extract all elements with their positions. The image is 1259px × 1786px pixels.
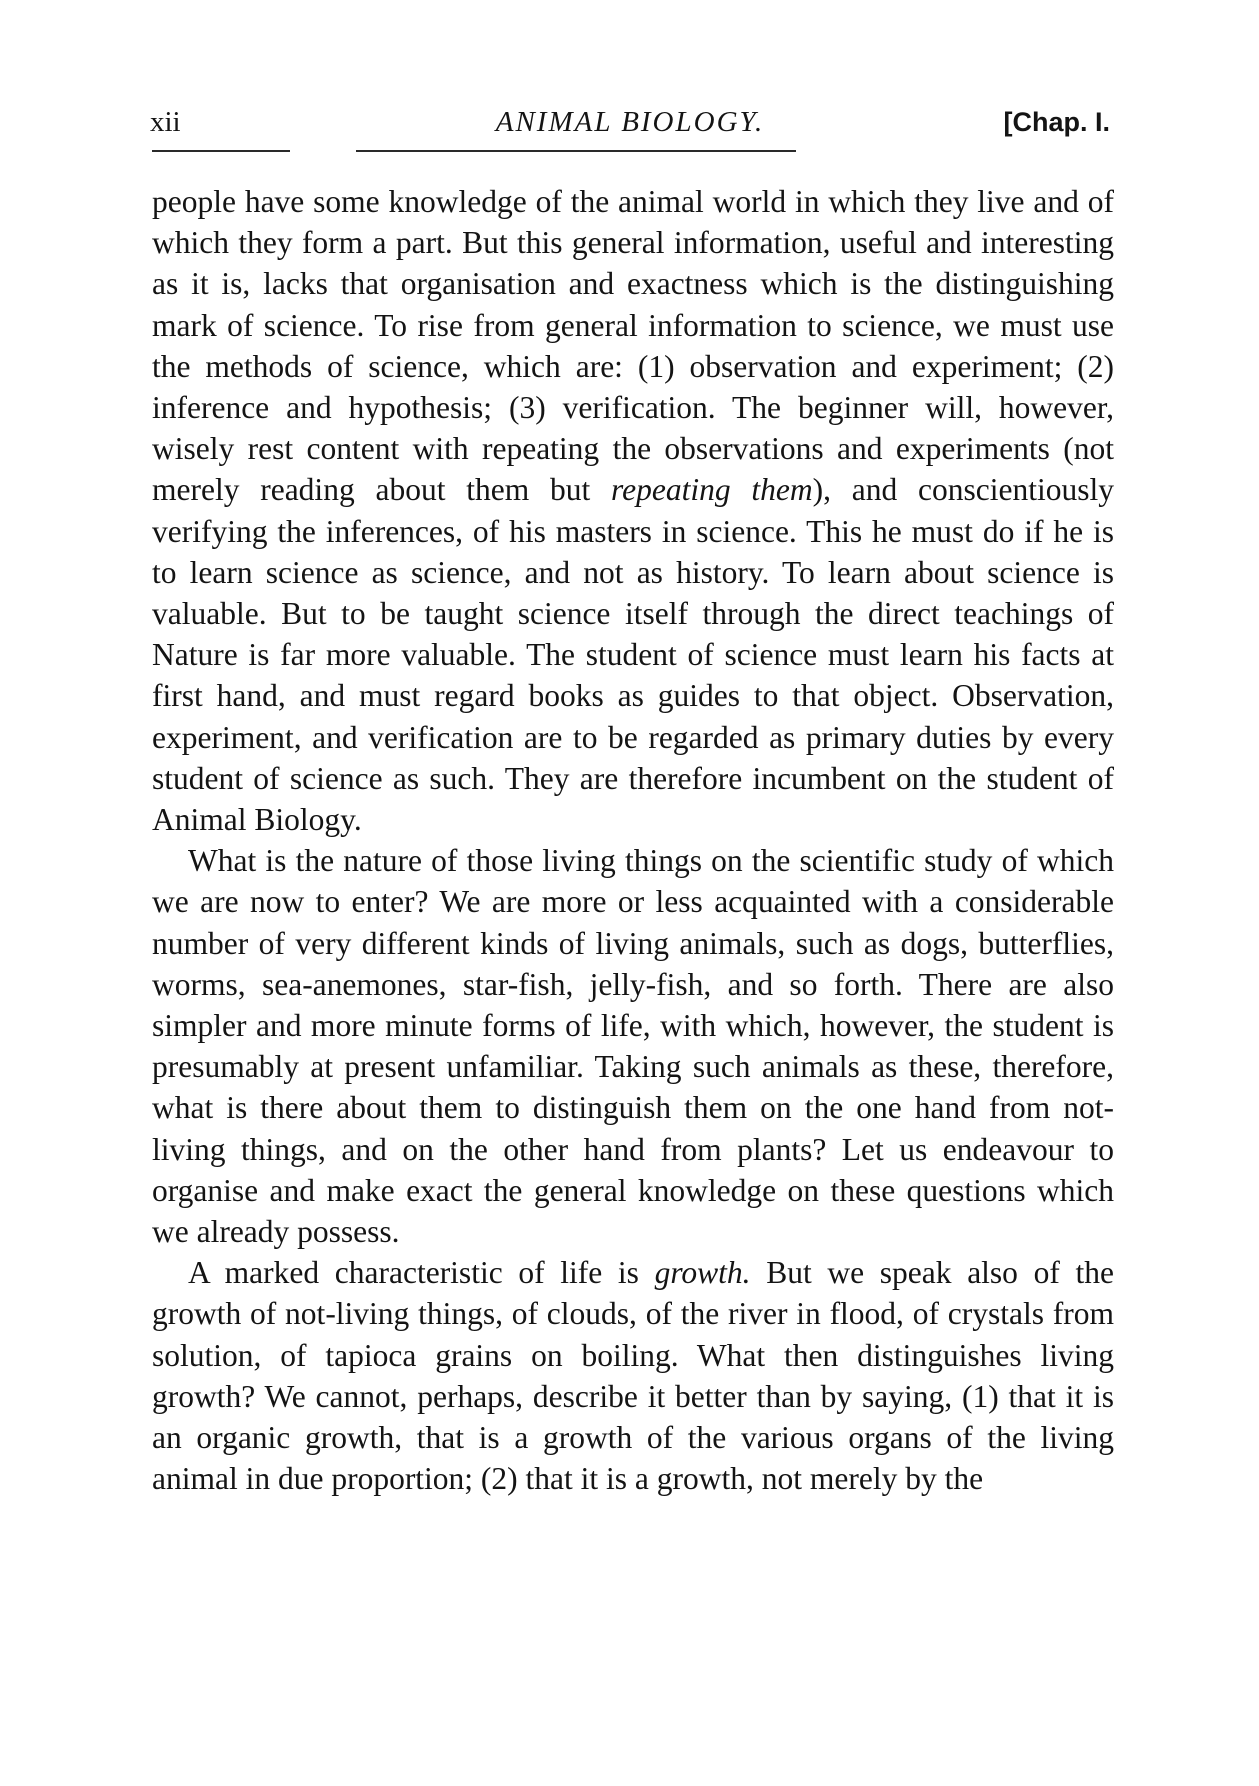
paragraph-3 — [152, 1252, 1114, 1499]
running-head — [150, 100, 1110, 144]
header-rule-right — [356, 150, 796, 152]
page-number: xii — [150, 106, 181, 138]
paragraph-3-text-a: A marked characteristic of life is — [188, 1255, 655, 1291]
paragraph-1-text-b: ), and conscientiously verifying the inferences, of his masters in science. This he must do if he is to learn science as science, and not as history. To learn about science is valuable. But to be taught science itself through the direct teachings of Nature is far more valuable. The student of science must learn his facts at first hand, and must regard books as guides to that object. Observation, experiment, and verification are to be regarded as primary duties by every student of science as such. They are therefore incumbent on the student of Animal Biology. — [152, 472, 1114, 838]
paragraph-2: What is the nature of those living things on the scientific study of which we are now to enter? We are more or less acquainted with a considerable number of very different kinds of living animals, such as dogs, butterflies, worms, sea-anemones, star-fish, jelly-fish, and so forth. There are also simpler and more minute forms of life, with which, however, the student is presumably at present unfamiliar. Taking such animals as these, therefore, what is there about them to distinguish them on the one hand from not-living things, and on the other hand from plants? Let us endeavour to organise and make exact the general knowledge on these questions which we already possess. — [152, 843, 1114, 1250]
running-title: ANIMAL BIOLOGY. — [495, 106, 765, 138]
paragraph-3-emphasis: growth. — [654, 1255, 751, 1291]
paragraph-3-text-b: But we speak also of the growth of not-living things, of clouds, of the river in flood, of crystals from solution, of tapioca grains on boiling. What then distinguishes living growth? We cannot, perhaps, describe it better than by saying, (1) that it is an organic growth, that is a growth of the various organs of the living animal in due proportion; (2) that it is a growth, not merely by the — [152, 1255, 1114, 1497]
paragraph-1-emphasis: repeating them — [611, 472, 813, 508]
chapter-label: [Chap. I. — [1003, 107, 1110, 137]
page-body — [152, 181, 1114, 1500]
paragraph-1-text-a: people have some knowledge of the animal world in which they live and of which they form a part. But this general information, useful and interesting as it is, lacks that organisation and exactness which is the distinguishing mark of science. To rise from general information to science, we must use the methods of science, which are: (1) observation and experiment; (2) inference and hypothesis; (3) verification. The beginner will, however, wisely rest content with repeating the observations and experiments (not merely reading about them but — [152, 184, 1114, 508]
paragraph-1 — [152, 181, 1114, 840]
header-rule-left — [152, 150, 290, 152]
